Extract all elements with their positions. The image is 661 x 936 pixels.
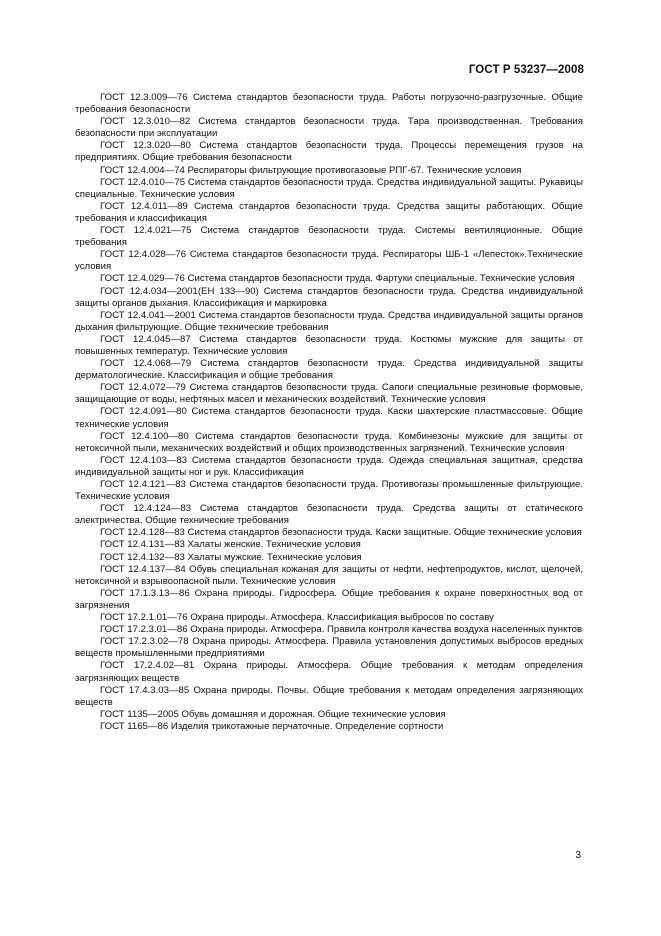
reference-entry: ГОСТ 12.4.100—80 Система стандартов безопасности труда. Комбинезоны мужские для защиты от нетоксичной пыли, механических воздействий и общих производственных загрязнений. Технические условия <box>75 430 583 454</box>
reference-entry: ГОСТ 12.4.045—87 Система стандартов безопасности труда. Костюмы мужские для защиты от повышенных температур. Технические условия <box>75 333 583 357</box>
reference-entry: ГОСТ 1165—86 Изделия трикотажные перчаточные. Определение сортности <box>100 720 444 732</box>
reference-entry: ГОСТ 12.4.128—83 Система стандартов безопасности труда. Каски защитные. Общие технические условия <box>100 527 582 539</box>
reference-entry: ГОСТ 1135—2005 Обувь домашняя и дорожная. Общие технические условия <box>100 708 446 720</box>
reference-entry: ГОСТ 12.4.072—79 Система стандартов безопасности труда. Сапоги специальные резиновые формовые, защищающие от воды, нефтяных масел и механических воздействий. Технические условия <box>75 382 583 406</box>
reference-entry: ГОСТ 12.3.009—76 Система стандартов безопасности труда. Работы погрузочно-разгрузочные. Общие требования безопасности <box>75 92 583 116</box>
reference-entry: ГОСТ 12.4.021—75 Система стандартов безопасности труда. Системы вентиляционные. Общие требования <box>75 225 583 249</box>
reference-entry: ГОСТ 17.1.3.13—86 Охрана природы. Гидросфера. Общие требования к охране поверхностных вод от загрязнения <box>75 587 583 611</box>
reference-entry: ГОСТ 12.4.029—76 Система стандартов безопасности труда. Фартуки специальные. Технические условия <box>100 273 575 285</box>
reference-entry: ГОСТ 12.3.020—80 Система стандартов безопасности труда. Процессы перемещения грузов на предприятиях. Общие требования безопасности <box>75 140 583 164</box>
reference-entry: ГОСТ 12.4.041—2001 Система стандартов безопасности труда. Средства индивидуальной защиты органов дыхания фильтрующие. Общие технические требования <box>75 309 583 333</box>
reference-entry: ГОСТ 12.4.121—83 Система стандартов безопасности труда. Противогазы промышленные фильтрующие. Технические условия <box>75 479 583 503</box>
reference-entry: ГОСТ 17.2.3.01—86 Охрана природы. Атмосфера. Правила контроля качества воздуха населенных пунктов <box>100 624 583 636</box>
reference-entry: ГОСТ 12.4.137—84 Обувь специальная кожаная для защиты от нефти, нефтепродуктов, кислот, щелочей, нетоксичной и взрывоопасной пыли. Технические условия <box>75 563 583 587</box>
reference-entry: ГОСТ 12.4.068—79 Система стандартов безопасности труда. Средства индивидуальной защиты дерматологические. Классификация и общие требования <box>75 358 583 382</box>
reference-entry: ГОСТ 17.2.3.02—78 Охрана природы. Атмосфера. Правила установления допустимых выбросов вредных веществ промышленными предприятиями <box>75 636 583 660</box>
document-header: ГОСТ Р 53237—2008 <box>468 64 584 76</box>
reference-entry: ГОСТ 17.2.4.02—81 Охрана природы. Атмосфера. Общие требования к методам определения загрязняющих веществ <box>75 660 583 684</box>
page-number: 3 <box>575 850 581 861</box>
reference-entry: ГОСТ 12.4.004—74 Респираторы фильтрующие противогазовые РПГ-67. Технические условия <box>100 164 522 176</box>
reference-entry: ГОСТ 12.4.028—76 Система стандартов безопасности труда. Респираторы ШБ-1 «Лепесток».Технические условия <box>75 249 583 273</box>
reference-entry: ГОСТ 12.4.131—83 Халаты женские. Технические условия <box>100 539 361 551</box>
reference-entry: ГОСТ 12.4.010—75 Система стандартов безопасности труда. Средства индивидуальной защиты. Рукавицы специальные. Технические условия <box>75 176 583 200</box>
reference-entry: ГОСТ 12.4.091—80 Система стандартов безопасности труда. Каски шахтерские пластмассовые. Общие технические условия <box>75 406 583 430</box>
references-list <box>75 92 583 733</box>
reference-entry: ГОСТ 12.4.011—89 Система стандартов безопасности труда. Средства защиты работающих. Общие требования и классификация <box>75 200 583 224</box>
reference-entry: ГОСТ 12.4.124—83 Система стандартов безопасности труда. Средства защиты от статического электричества. Общие технические требования <box>75 503 583 527</box>
reference-entry: ГОСТ 12.4.132—83 Халаты мужские. Технические условия <box>100 551 362 563</box>
reference-entry: ГОСТ 17.2.1.01—76 Охрана природы. Атмосфера. Классификация выбросов по составу <box>100 612 494 624</box>
reference-entry: ГОСТ 17.4.3.03—85 Охрана природы. Почвы. Общие требования к методам определения загрязняющих веществ <box>75 684 583 708</box>
reference-entry: ГОСТ 12.4.034—2001(ЕН 133—90) Система стандартов безопасности труда. Средства индивидуальной защиты органов дыхания. Классификация и маркировка <box>75 285 583 309</box>
reference-entry: ГОСТ 12.3.010—82 Система стандартов безопасности труда. Тара производственная. Требования безопасности при эксплуатации <box>75 116 583 140</box>
reference-entry: ГОСТ 12.4.103—83 Система стандартов безопасности труда. Одежда специальная защитная, средства индивидуальной защиты ног и рук. Классификация <box>75 454 583 478</box>
